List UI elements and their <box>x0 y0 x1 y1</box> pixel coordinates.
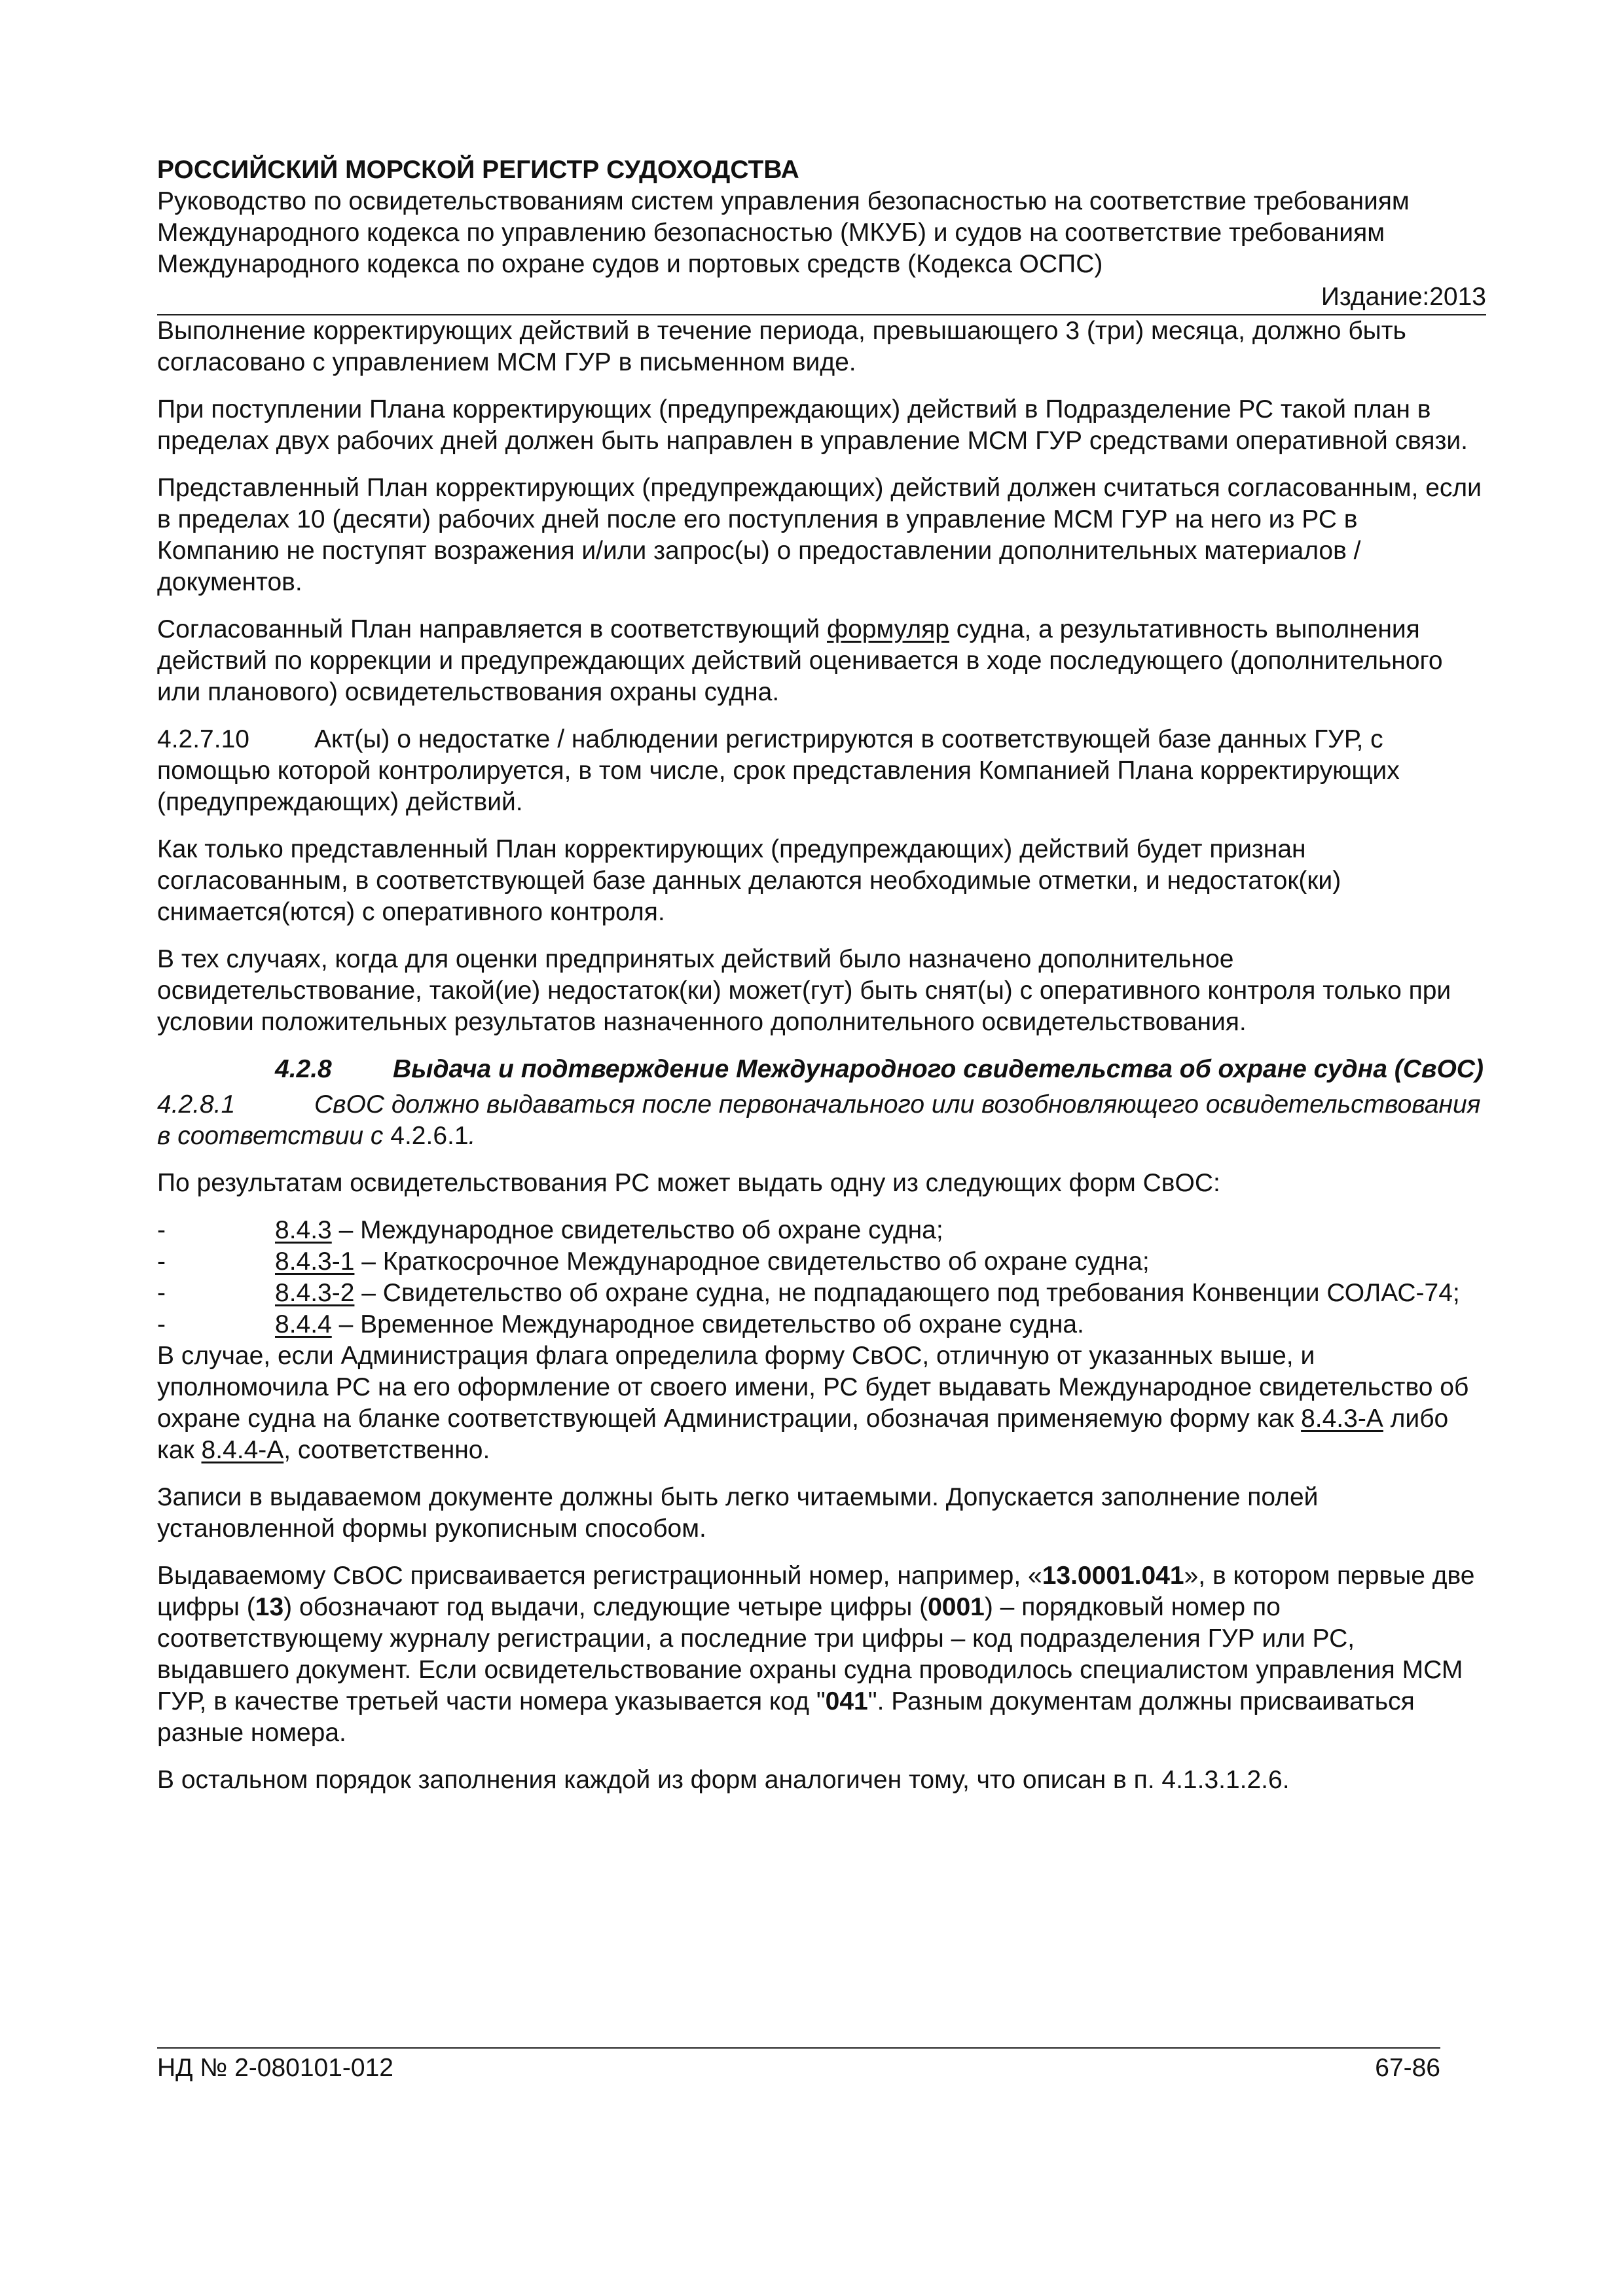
paragraph-3: Представленный План корректирующих (предупреждающих) действий должен считаться согласованным, если в пределах 10 (десяти) рабочих дней после его поступления в управление МСМ ГУР на него из РС в Компанию не поступят возражения и/или запрос(ы) о предоставлении дополнительных материалов / документов. <box>157 474 1482 596</box>
paragraph-2: При поступлении Плана корректирующих (предупреждающих) действий в Подразделение РС такой план в пределах двух рабочих дней должен быть направлен в управление МСМ ГУР средствами оперативной связи. <box>157 395 1468 455</box>
paragraph-12-text: ) обозначают год выдачи, следующие четыре цифры ( <box>283 1593 928 1621</box>
paragraph-4 <box>157 614 1486 708</box>
list-item <box>157 1309 1486 1340</box>
paragraph-6: Как только представленный План корректирующих (предупреждающих) действий будет признан согласованным, в соответствующей базе данных делаются необходимые отметки, и недостаток(ки) снимается(ются) с оперативного контроля. <box>157 835 1341 926</box>
serial-digits: 0001 <box>928 1593 985 1621</box>
form-link-8-4-3-a[interactable]: 8.4.3-А <box>1301 1405 1383 1433</box>
list-item-text: – Временное Международное свидетельство об охране судна. <box>331 1310 1084 1338</box>
list-item-text: – Международное свидетельство об охране судна; <box>331 1216 943 1244</box>
paragraph-12-text: ". Разным документам должны присваиваться разные номера. <box>157 1687 1415 1747</box>
paragraph-4-2-7-10 <box>157 724 1486 818</box>
clause-text: Акт(ы) о недостатке / наблюдении регистрируются в соответствующей базе данных ГУР, с помощью которой контролируется, в том числе, срок представления Компанией Плана корректирующих (предупреждающих) действий. <box>157 725 1400 816</box>
list-dash: - <box>157 1216 166 1244</box>
form-link-8-4-3-1[interactable]: 8.4.3-1 <box>275 1247 355 1276</box>
page-footer <box>157 2047 1440 2084</box>
paragraph-10-text-mid: либо как <box>157 1405 1449 1464</box>
paragraph-7: В тех случаях, когда для оценки предпринятых действий было назначено дополнительное освидетельствование, такой(ие) недостаток(ки) может(гут) быть снят(ы) с оперативного контроля только при условии положительных результатов назначенного дополнительного освидетельствования. <box>157 945 1451 1036</box>
paragraph-4-2-8-1 <box>157 1089 1486 1152</box>
paragraph-11: Записи в выдаваемом документе должны быть легко читаемыми. Допускается заполнение полей установленной формы рукописным способом. <box>157 1483 1319 1543</box>
list-item-text: – Краткосрочное Международное свидетельство об охране судна; <box>354 1247 1150 1276</box>
list-item <box>157 1246 1486 1278</box>
paragraph-10-text: В случае, если Администрация флага определила форму СвОС, отличную от указанных выше, и уполномочила РС на его оформление от своего имени, РС будет выдавать Международное свидетельство об охране судна на бланке соответствующей Администрации, обозначая применяемую форму как <box>157 1342 1469 1433</box>
paragraph-12-text: », в котором первые две цифры ( <box>157 1562 1475 1621</box>
paragraph-1: Выполнение корректирующих действий в течение периода, превышающего 3 (три) месяца, должно быть согласовано с управлением МСМ ГУР в письменном виде. <box>157 317 1406 376</box>
paragraph-10 <box>157 1340 1486 1466</box>
clause-text: СвОС должно выдаваться после первоначального или возобновляющего освидетельствования в соответствии с <box>157 1090 1481 1150</box>
paragraph-12-text: Выдаваемому СвОС присваивается регистрационный номер, например, « <box>157 1562 1042 1590</box>
paragraph-12-text: ) – порядковый номер по соответствующему журналу регистрации, а последние три цифры – код подразделения ГУР или РС, выдавшего документ. Если освидетельствование охраны судна проводилось специалистом управления МСМ ГУР, в качестве третьей части номера указывается код " <box>157 1593 1463 1715</box>
edition-label: Издание:2013 <box>157 281 1486 315</box>
list-item-text: – Свидетельство об охране судна, не подпадающего под требования Конвенции СОЛАС-74; <box>354 1279 1460 1307</box>
section-title: Выдача и подтверждение Международного свидетельства об охране судна (СвОС) <box>393 1055 1484 1083</box>
section-heading <box>157 1054 1486 1085</box>
header-subtitle: Руководство по освидетельствованиям систем управления безопасностью на соответствие требованиям Международного кодекса по управлению безопасностью (МКУБ) и судов на соответствие требованиям Международного кодекса по охране судов и портовых средств (Кодекса ОСПС) <box>157 187 1410 278</box>
office-code: 041 <box>825 1687 868 1715</box>
form-link-8-4-3-2[interactable]: 8.4.3-2 <box>275 1279 355 1307</box>
paragraph-12 <box>157 1560 1486 1749</box>
formular-link[interactable]: формуляр <box>827 615 949 643</box>
clause-end: . <box>468 1122 476 1150</box>
form-link-8-4-3[interactable]: 8.4.3 <box>275 1216 332 1244</box>
example-number: 13.0001.041 <box>1042 1562 1184 1590</box>
form-link-8-4-4-a[interactable]: 8.4.4-А <box>201 1436 284 1464</box>
list-dash: - <box>157 1279 166 1307</box>
paragraph-13: В остальном порядок заполнения каждой из форм аналогичен тому, что описан в п. 4.1.3.1.2.6. <box>157 1766 1290 1794</box>
document-page <box>157 154 1486 1812</box>
forms-list <box>157 1215 1486 1340</box>
document-number: НД № 2-080101-012 <box>157 2054 393 2082</box>
clause-ref: 4.2.6.1 <box>390 1122 469 1150</box>
list-item <box>157 1278 1486 1309</box>
list-dash: - <box>157 1310 166 1338</box>
clause-number: 4.2.7.10 <box>157 725 249 753</box>
section-number: 4.2.8 <box>275 1055 332 1083</box>
paragraph-4-text-end: судна, а результативность выполнения действий по коррекции и предупреждающих действий оценивается в ходе последующего (дополнительного или планового) освидетельствования охраны судна. <box>157 615 1443 706</box>
list-item <box>157 1215 1486 1246</box>
page-number: 67-86 <box>1375 2054 1440 2082</box>
paragraph-10-text-end: , соответственно. <box>283 1436 490 1464</box>
paragraph-4-text: Согласованный План направляется в соответствующий <box>157 615 827 643</box>
header-title: РОССИЙСКИЙ МОРСКОЙ РЕГИСТР СУДОХОДСТВА <box>157 156 799 184</box>
paragraph-9: По результатам освидетельствования РС может выдать одну из следующих форм СвОС: <box>157 1169 1220 1197</box>
list-dash: - <box>157 1247 166 1276</box>
form-link-8-4-4[interactable]: 8.4.4 <box>275 1310 332 1338</box>
clause-number: 4.2.8.1 <box>157 1090 236 1119</box>
year-digits: 13 <box>255 1593 284 1621</box>
